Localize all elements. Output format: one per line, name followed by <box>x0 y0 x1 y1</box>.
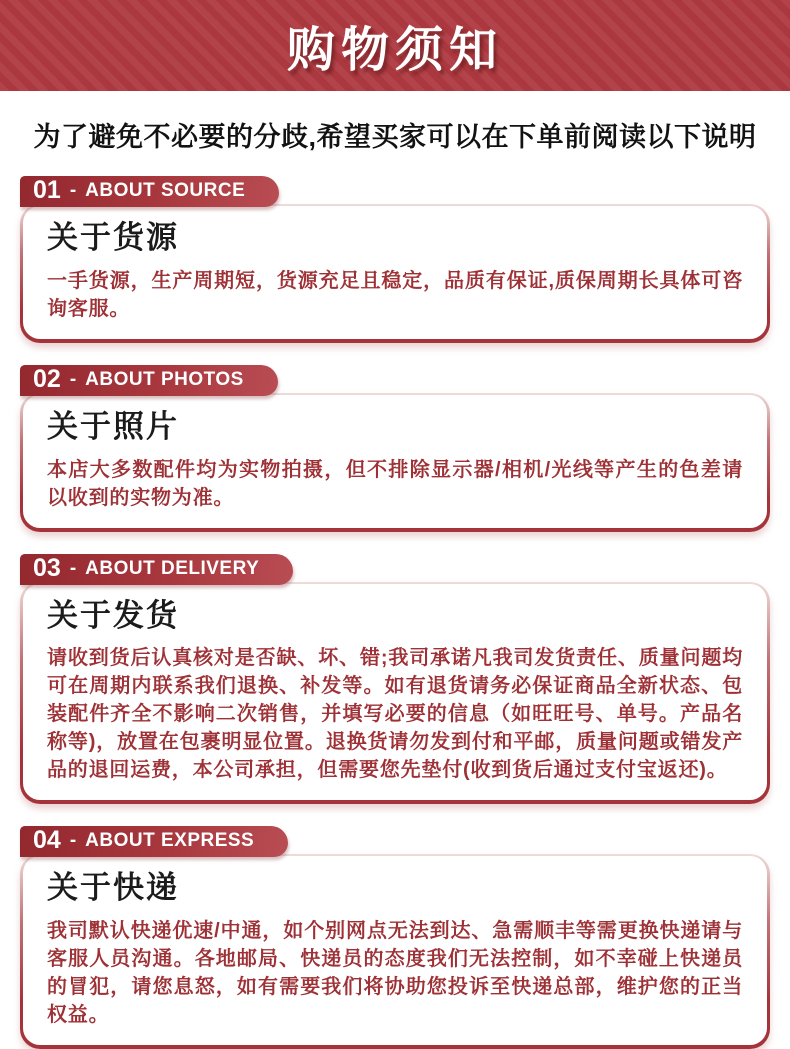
section-ribbon <box>20 826 288 857</box>
section-title: 关于货源 <box>47 220 179 255</box>
section-card-frame <box>20 204 770 343</box>
section-separator: - <box>69 368 77 390</box>
page-title: 购物须知 <box>286 24 503 77</box>
intro-text: 为了避免不必要的分歧,希望买家可以在下单前阅读以下说明 <box>33 122 757 152</box>
header-banner <box>0 0 790 91</box>
section-about-delivery <box>20 554 770 805</box>
notice-sections <box>0 176 790 1049</box>
section-card-frame <box>20 854 770 1049</box>
section-number: 01 <box>33 176 61 204</box>
section-card <box>23 584 767 801</box>
section-separator: - <box>69 180 77 201</box>
section-separator: - <box>69 830 77 852</box>
section-tag: ABOUT SOURCE <box>85 180 246 201</box>
section-body: 请收到货后认真核对是否缺、坏、错;我司承诺凡我司发货责任、质量问题均可在周期内联系我们退换、补发等。如有退货请务必保证商品全新状态、包装配件齐全不影响二次销售，并填写必要的信息（如旺旺号、单号。产品名称等)，放置在包裹明显位置。退换货请勿发到付和平邮，质量问题或错发产品的退回运费，本公司承担，但需要您先垫付(收到货后通过支付宝返还)。 <box>47 647 743 782</box>
section-number: 04 <box>33 826 61 855</box>
section-title: 关于发货 <box>47 597 179 633</box>
section-tag: ABOUT DELIVERY <box>85 557 260 579</box>
section-body: 我司默认快递优速/中通，如个别网点无法到达、急需顺丰等需更换快递请与客服人员沟通。各地邮局、快递员的态度我们无法控制，如不幸碰上快递员的冒犯，请您息怒，如有需要我们将协助您投诉至快递总部，维护您的正当权益。 <box>47 920 743 1026</box>
section-ribbon <box>20 365 278 396</box>
section-card <box>23 206 767 339</box>
section-card <box>23 395 767 528</box>
section-title: 关于快递 <box>47 870 179 906</box>
section-number: 03 <box>33 553 61 582</box>
section-about-photos <box>20 365 770 532</box>
section-title: 关于照片 <box>47 408 179 444</box>
section-body: 本店大多数配件均为实物拍摄，但不排除显示器/相机/光线等产生的色差请以收到的实物为准。 <box>47 458 743 509</box>
section-tag: ABOUT PHOTOS <box>85 368 244 390</box>
section-card-frame <box>20 582 770 805</box>
section-ribbon <box>20 176 279 207</box>
section-card-frame <box>20 393 770 532</box>
section-about-source <box>20 176 770 343</box>
section-body: 一手货源，生产周期短，货源充足且稳定，品质有保证,质保周期长具体可咨询客服。 <box>47 269 743 320</box>
section-card <box>23 856 767 1045</box>
section-ribbon <box>20 554 293 585</box>
section-about-express <box>20 826 770 1049</box>
section-separator: - <box>69 557 77 579</box>
section-number: 02 <box>33 364 61 393</box>
section-tag: ABOUT EXPRESS <box>85 830 255 852</box>
